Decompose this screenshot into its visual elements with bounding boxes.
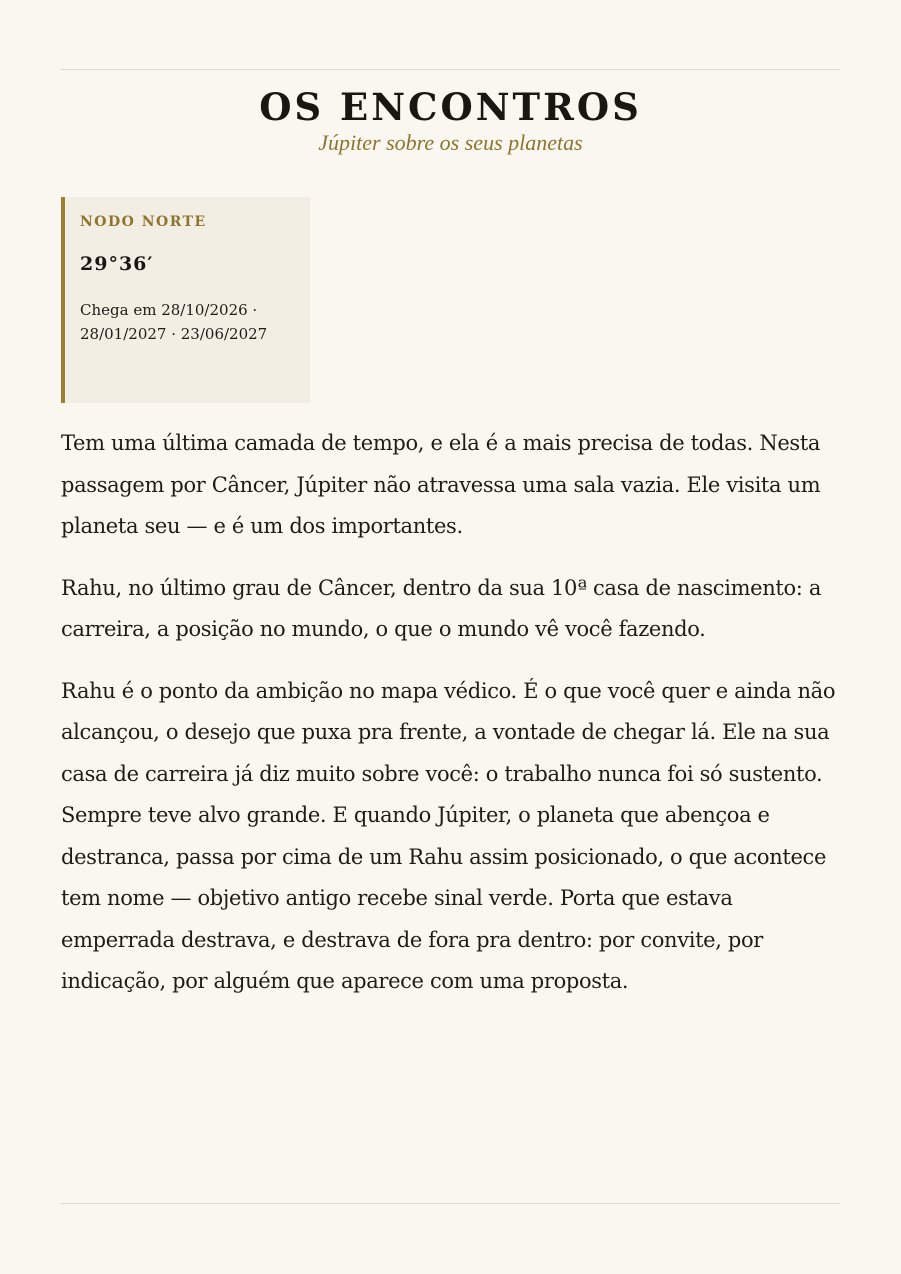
planet-card-dates: Chega em 28/10/2026 · 28/01/2027 · 23/06/2027 bbox=[80, 301, 268, 343]
planet-card-degree: 29°36′ bbox=[80, 253, 154, 275]
header bbox=[61, 84, 840, 156]
paragraph: Tem uma última camada de tempo, e ela é a mais precisa de todas. Nesta passagem por Câncer, Júpiter não atravessa uma sala vazia. Ele visita um planeta seu — e é um dos importantes. bbox=[61, 431, 821, 538]
paragraph: Rahu é o ponto da ambição no mapa védico. É o que você quer e ainda não alcançou, o desejo que puxa pra frente, a vontade de chegar lá. Ele na sua casa de carreira já diz muito sobre você: o trabalho nunca foi só sustento. Sempre teve alvo grande. E quando Júpiter, o planeta que abençoa e destranca, passa por cima de um Rahu assim posicionado, o que acontece tem nome — objetivo antigo recebe sinal verde. Porta que estava emperrada destrava, e destrava de fora pra dentro: por convite, por indicação, por alguém que aparece com uma proposta. bbox=[61, 678, 836, 993]
bottom-divider bbox=[61, 1203, 840, 1204]
paragraph: Rahu, no último grau de Câncer, dentro da sua 10ª casa de nascimento: a carreira, a posição no mundo, o que o mundo vê você fazendo. bbox=[61, 575, 821, 641]
body-text bbox=[61, 423, 840, 1023]
planet-card-label: NODO NORTE bbox=[80, 214, 207, 230]
planet-card bbox=[61, 197, 310, 403]
top-divider bbox=[61, 69, 840, 70]
page-subtitle: Júpiter sobre os seus planetas bbox=[318, 130, 583, 155]
page-title: OS ENCONTROS bbox=[259, 85, 642, 129]
